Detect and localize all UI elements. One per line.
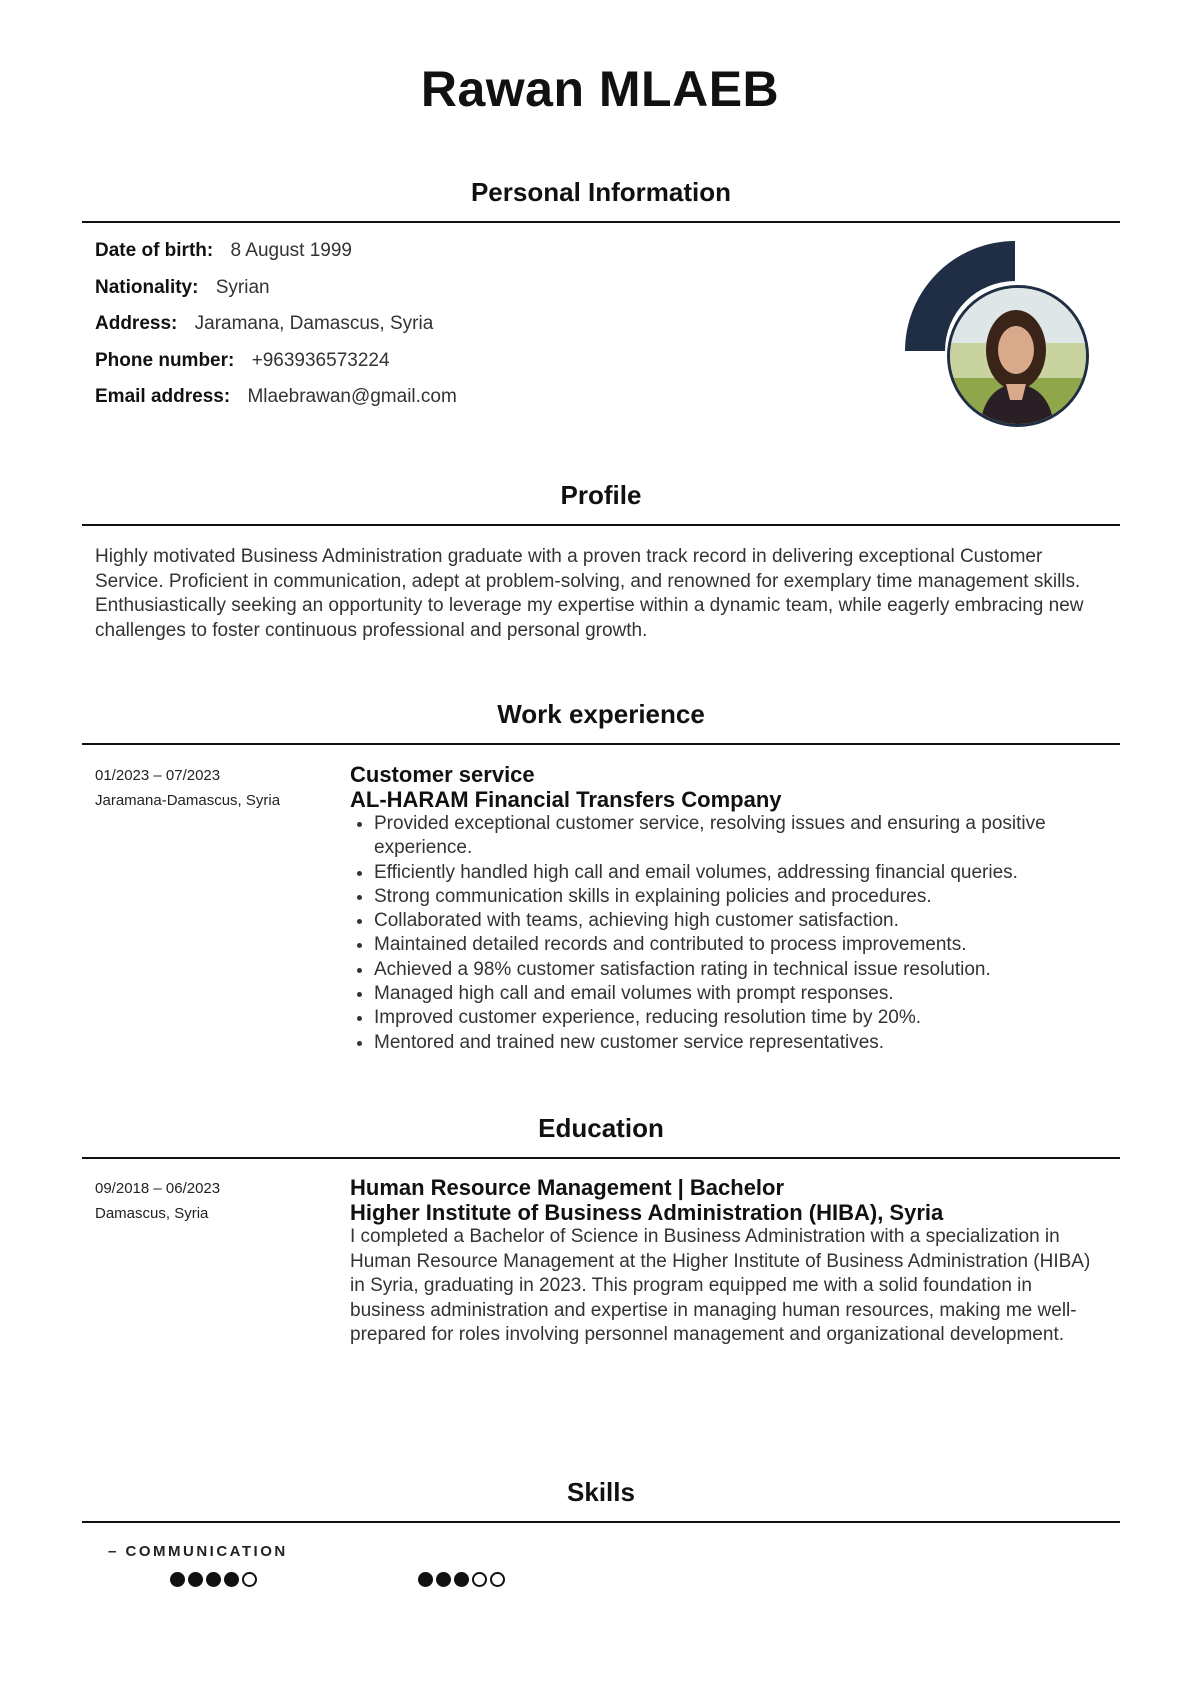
list-item: • Mentored and trained new customer service representatives. [374, 1031, 1110, 1055]
info-value: Syrian [215, 276, 270, 298]
section-heading-work: Work experience [497, 699, 705, 729]
work-bullets [350, 812, 1110, 1055]
section-divider [82, 1521, 1120, 1523]
education-meta [95, 1177, 220, 1226]
info-label: Phone number: [95, 349, 235, 371]
info-value: +963936573224 [251, 349, 390, 371]
portrait-image [950, 288, 1086, 424]
info-label: Date of birth: [95, 240, 214, 261]
work-meta [95, 764, 280, 813]
section-heading-personal: Personal Information [470, 177, 732, 207]
job-title: Customer service [350, 762, 535, 787]
section-divider [82, 221, 1120, 223]
list-item: • Managed high call and email volumes with prompt responses. [374, 982, 1110, 1006]
info-value: Mlaebrawan@gmail.com [247, 386, 457, 407]
profile-summary: Highly motivated Business Administration graduate with a proven track record in delivering exceptional Customer Service. Proficient in communication, adept at problem-solving, and renowned for exemplary time management skills. Enthusiastically seeking an opportunity to leverage my expertise within a dynamic team, while eagerly embracing new challenges to foster continuous professional and personal growth. [95, 546, 1084, 641]
rating-dot-filled [418, 1572, 433, 1587]
list-item: • Strong communication skills in explaining policies and procedures. [374, 885, 1110, 909]
skill-rating-2 [418, 1572, 505, 1592]
list-item: • Collaborated with teams, achieving high customer satisfaction. [374, 909, 1110, 933]
info-label: Email address: [95, 386, 231, 407]
info-label: Address: [95, 313, 178, 334]
degree-title: Human Resource Management | Bachelor [350, 1175, 785, 1200]
work-entry [350, 763, 1110, 1055]
personal-info-list [95, 236, 795, 419]
profile-photo-block [905, 241, 1087, 427]
rating-dot-empty [490, 1572, 505, 1587]
list-item: • Maintained detailed records and contributed to process improvements. [374, 933, 1110, 957]
education-location: Damascus, Syria [95, 1204, 209, 1222]
rating-dot-filled [454, 1572, 469, 1587]
section-divider [82, 1157, 1120, 1159]
rating-dot-filled [206, 1572, 221, 1587]
education-description: I completed a Bachelor of Science in Business Administration with a specialization in Human Resource Management at the Higher Institute of Business Administration (HIBA) in Syria, graduating in 2023. This program equipped me with a solid foundation in business administration and expertise in managing human resources, making me well-prepared for roles involving personnel management and organizational development. [350, 1226, 1091, 1345]
education-dates: 09/2018 – 06/2023 [95, 1180, 221, 1197]
section-divider [82, 743, 1120, 745]
rating-dot-empty [242, 1572, 257, 1587]
section-heading-education: Education [538, 1113, 664, 1143]
info-value: Jaramana, Damascus, Syria [194, 313, 434, 334]
section-heading-skills: Skills [567, 1477, 635, 1507]
skill-label: – COMMUNICATION [108, 1543, 288, 1560]
rating-dot-filled [436, 1572, 451, 1587]
company-name: AL-HARAM Financial Transfers Company [350, 786, 782, 812]
rating-dot-filled [224, 1572, 239, 1587]
work-dates: 01/2023 – 07/2023 [95, 767, 221, 784]
info-row-nationality [95, 273, 795, 310]
info-row-address [95, 309, 795, 346]
list-item: • Efficiently handled high call and email volumes, addressing financial queries. [374, 861, 1110, 885]
list-item: • Improved customer experience, reducing resolution time by 20%. [374, 1006, 1110, 1030]
list-item: • Provided exceptional customer service, resolving issues and ensuring a positive experience. [374, 812, 1110, 861]
profile-photo [947, 285, 1089, 427]
info-label: Nationality: [95, 276, 199, 298]
work-location: Jaramana-Damascus, Syria [95, 791, 281, 809]
info-row-email [95, 382, 795, 419]
institution-name: Higher Institute of Business Administration (HIBA), Syria [350, 1199, 944, 1225]
section-divider [82, 524, 1120, 526]
candidate-name: Rawan MLAEB [420, 61, 780, 117]
rating-dot-filled [170, 1572, 185, 1587]
rating-dot-empty [472, 1572, 487, 1587]
info-row-phone [95, 346, 795, 383]
rating-dot-filled [188, 1572, 203, 1587]
info-row-dob [95, 236, 795, 273]
list-item: • Achieved a 98% customer satisfaction rating in technical issue resolution. [374, 958, 1110, 982]
section-heading-profile: Profile [560, 480, 642, 510]
skill-rating-1 [170, 1572, 257, 1592]
education-entry [350, 1176, 1110, 1348]
info-value: 8 August 1999 [230, 240, 352, 261]
